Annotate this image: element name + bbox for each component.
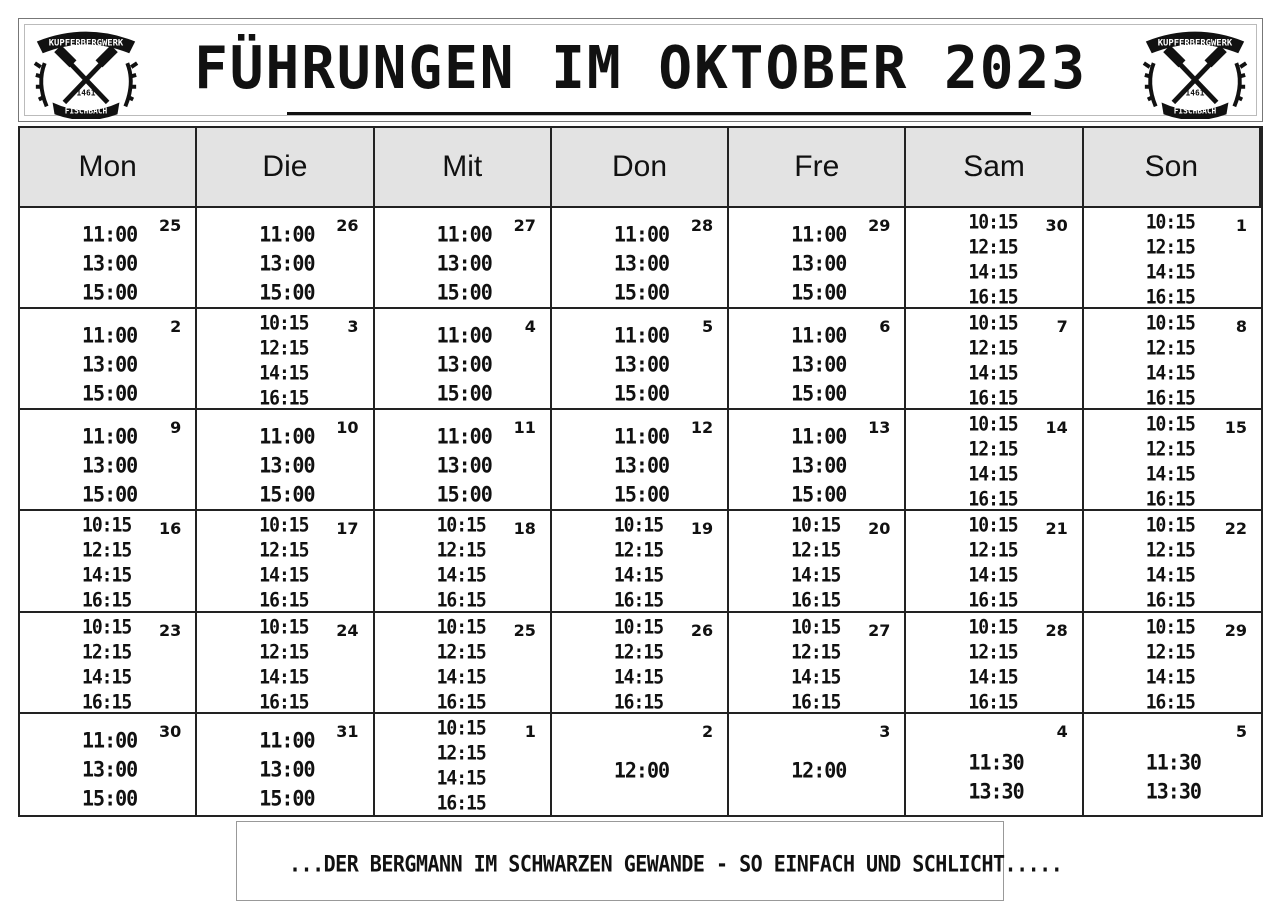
day-number: 5 — [1235, 721, 1247, 741]
tour-time: 10:15 — [968, 615, 1018, 639]
tour-time: 13:00 — [791, 351, 847, 378]
tour-time: 15:00 — [613, 380, 670, 407]
tour-time: 14:15 — [259, 362, 309, 385]
tour-time: 14:15 — [791, 564, 841, 588]
tour-time: 13:00 — [791, 250, 847, 276]
tour-time: 12:15 — [82, 539, 132, 563]
tour-time: 10:15 — [968, 211, 1018, 234]
tour-time: 12:15 — [1145, 337, 1195, 360]
tour-time: 14:15 — [82, 665, 132, 689]
tour-time: 16:15 — [968, 589, 1018, 613]
tour-time: 11:00 — [82, 726, 138, 753]
day-number: 25 — [513, 620, 536, 640]
tour-times — [1146, 311, 1195, 411]
tour-time: 11:00 — [259, 221, 315, 247]
day-number: 26 — [336, 216, 359, 235]
tour-time: 15:00 — [613, 481, 670, 508]
day-number: 15 — [1224, 418, 1247, 438]
tour-time: 15:00 — [436, 481, 492, 508]
tour-time: 10:15 — [436, 615, 486, 639]
day-number: 4 — [524, 317, 536, 337]
tour-times — [791, 220, 846, 307]
calendar-day-cell — [1084, 511, 1261, 612]
tour-time: 15:00 — [259, 481, 315, 508]
tour-time: 10:15 — [436, 716, 486, 740]
day-number: 29 — [868, 216, 891, 235]
calendar-day-cell — [552, 208, 729, 309]
tour-time: 14:15 — [1145, 261, 1195, 284]
tour-time: 13:00 — [82, 351, 138, 378]
tour-time: 13:00 — [436, 250, 492, 276]
tour-times — [1146, 412, 1195, 512]
tour-time: 10:15 — [968, 514, 1018, 538]
tour-times — [437, 716, 486, 816]
tour-time: 11:00 — [791, 221, 847, 247]
day-number: 30 — [159, 721, 182, 741]
tour-times — [791, 422, 846, 509]
calendar-day-cell — [552, 309, 729, 410]
tour-time: 16:15 — [1145, 690, 1195, 714]
tour-times — [614, 220, 669, 307]
day-number: 8 — [1235, 317, 1247, 337]
tour-time: 12:15 — [791, 640, 841, 664]
weekday-header: Fre — [729, 128, 906, 208]
footer-motto: ...DER BERGMANN IM SCHWARZEN GEWANDE - SO EINFACH UND SCHLICHT..... — [289, 850, 1063, 878]
day-number: 19 — [690, 519, 714, 539]
tour-time: 14:15 — [1145, 362, 1195, 385]
tour-times — [791, 615, 840, 715]
tour-time: 15:00 — [82, 481, 138, 508]
day-number: 18 — [513, 519, 536, 539]
tour-time: 10:15 — [259, 514, 309, 538]
tour-time: 11:00 — [436, 423, 492, 450]
tour-time: 12:00 — [613, 756, 670, 783]
tour-time: 15:00 — [613, 279, 670, 305]
title-underline — [287, 112, 1031, 115]
tour-time: 16:15 — [259, 589, 309, 613]
tour-time: 14:15 — [968, 261, 1018, 284]
calendar-day-cell — [20, 410, 197, 511]
calendar-day-cell — [375, 410, 552, 511]
tour-time: 12:15 — [1145, 236, 1195, 259]
tour-time: 15:00 — [791, 279, 847, 305]
tour-time: 12:15 — [1145, 640, 1195, 664]
calendar-day-cell — [906, 714, 1083, 815]
tour-times — [259, 311, 308, 411]
calendar-day-cell — [20, 714, 197, 815]
day-number: 10 — [336, 418, 359, 438]
tour-time: 10:15 — [259, 312, 309, 335]
tour-time: 13:00 — [613, 351, 670, 378]
tour-time: 15:00 — [436, 380, 492, 407]
tour-time: 16:15 — [259, 387, 309, 410]
tour-time: 15:00 — [82, 279, 138, 305]
tour-time: 16:15 — [1145, 387, 1195, 410]
calendar-day-cell — [197, 410, 374, 511]
calendar-day-cell — [729, 714, 906, 815]
tour-time: 16:15 — [613, 690, 664, 714]
tour-time: 13:00 — [791, 452, 847, 479]
day-number: 16 — [159, 519, 182, 539]
tour-times — [614, 513, 663, 613]
tour-times — [82, 422, 137, 509]
tour-time: 13:00 — [259, 755, 315, 782]
calendar-day-cell — [729, 410, 906, 511]
tour-time: 10:15 — [82, 514, 132, 538]
calendar-day-cell — [20, 309, 197, 410]
tour-times — [968, 513, 1017, 613]
logo-text-bottom: FISCHBACH — [64, 106, 108, 116]
tour-times — [437, 513, 486, 613]
tour-time: 16:15 — [82, 690, 132, 714]
day-number: 27 — [513, 216, 536, 235]
day-number: 22 — [1224, 519, 1247, 539]
tour-time: 15:00 — [791, 380, 847, 407]
tour-time: 12:15 — [791, 539, 841, 563]
tour-time: 15:00 — [436, 279, 492, 305]
tour-time: 13:30 — [1145, 777, 1201, 804]
day-number: 11 — [513, 418, 536, 438]
tour-time: 11:00 — [82, 322, 138, 349]
tour-times — [968, 210, 1017, 310]
tour-time: 11:00 — [791, 322, 847, 349]
tour-time: 16:15 — [1145, 488, 1195, 512]
tour-time: 16:15 — [968, 387, 1018, 410]
calendar-day-cell — [906, 309, 1083, 410]
tour-time: 10:15 — [1145, 312, 1195, 335]
tour-times — [791, 513, 840, 613]
calendar-grid — [18, 126, 1263, 817]
tour-time: 12:15 — [968, 539, 1018, 563]
tour-time: 16:15 — [82, 589, 132, 613]
tour-time: 12:15 — [259, 539, 309, 563]
day-number: 7 — [1056, 317, 1068, 337]
tour-time: 12:15 — [1145, 438, 1195, 462]
tour-time: 14:15 — [259, 665, 309, 689]
logo-text-top: KUPFERBERGWERK — [1157, 38, 1233, 49]
weekday-header: Mit — [375, 128, 552, 208]
tour-time: 13:30 — [968, 777, 1024, 804]
tour-time: 10:15 — [968, 413, 1018, 437]
calendar-day-cell — [1084, 410, 1261, 511]
tour-times — [437, 615, 486, 715]
tour-time: 10:15 — [1145, 615, 1195, 639]
day-number: 23 — [159, 620, 182, 640]
calendar-day-cell — [197, 714, 374, 815]
calendar-day-cell — [1084, 714, 1261, 815]
day-number: 28 — [1045, 620, 1068, 640]
weekday-header: Mon — [20, 128, 197, 208]
tour-time: 14:15 — [968, 665, 1018, 689]
tour-time: 14:15 — [436, 766, 486, 790]
tour-time: 10:15 — [791, 615, 841, 639]
tour-time: 13:00 — [613, 452, 670, 479]
day-number: 17 — [336, 519, 359, 539]
tour-times — [614, 321, 669, 408]
tour-time: 15:00 — [791, 481, 847, 508]
tour-time: 15:00 — [259, 279, 315, 305]
page-header — [18, 18, 1263, 122]
calendar-day-cell — [197, 309, 374, 410]
tour-time: 13:00 — [82, 755, 138, 782]
calendar-day-cell — [375, 511, 552, 612]
tour-time: 14:15 — [1145, 665, 1195, 689]
tour-times — [82, 321, 137, 408]
tour-times — [791, 758, 846, 782]
tour-times — [968, 412, 1017, 512]
tour-time: 11:30 — [1145, 748, 1201, 775]
tour-time: 11:00 — [82, 423, 138, 450]
tour-time: 11:00 — [613, 322, 670, 349]
tour-time: 14:15 — [968, 564, 1018, 588]
logo-text-bottom: FISCHBACH — [1173, 106, 1217, 116]
weekday-header: Die — [197, 128, 374, 208]
day-number: 5 — [702, 317, 714, 337]
tour-time: 12:15 — [1145, 539, 1195, 563]
tour-time: 13:00 — [259, 250, 315, 276]
tour-times — [968, 748, 1023, 806]
tour-time: 14:15 — [613, 564, 664, 588]
tour-time: 10:15 — [613, 514, 664, 538]
tour-times — [259, 422, 314, 509]
tour-time: 12:00 — [791, 756, 847, 783]
calendar-day-cell — [906, 511, 1083, 612]
tour-time: 16:15 — [1145, 589, 1195, 613]
tour-times — [437, 220, 492, 307]
tour-time: 12:15 — [259, 640, 309, 664]
weekday-header: Son — [1084, 128, 1261, 208]
day-number: 1 — [524, 721, 536, 741]
calendar-day-cell — [552, 410, 729, 511]
tour-time: 16:15 — [1145, 286, 1195, 309]
tour-time: 11:00 — [436, 322, 492, 349]
day-number: 28 — [690, 216, 714, 235]
logo-year: 1461 — [76, 88, 96, 98]
day-number: 3 — [347, 317, 359, 337]
tour-time: 14:15 — [968, 463, 1018, 487]
calendar-day-cell — [729, 511, 906, 612]
calendar-day-cell — [197, 511, 374, 612]
tour-time: 14:15 — [259, 564, 309, 588]
tour-time: 15:00 — [259, 784, 315, 811]
tour-time: 16:15 — [613, 589, 664, 613]
day-number: 14 — [1045, 418, 1068, 438]
tour-time: 12:15 — [436, 539, 486, 563]
tour-time: 11:00 — [613, 423, 670, 450]
tour-times — [259, 220, 314, 307]
day-number: 3 — [879, 721, 891, 741]
day-number: 13 — [868, 418, 891, 438]
tour-time: 13:00 — [82, 250, 138, 276]
tour-time: 13:00 — [436, 452, 492, 479]
hammer-pick-emblem-icon — [1136, 23, 1254, 119]
day-number: 4 — [1056, 721, 1068, 741]
calendar-day-cell — [729, 208, 906, 309]
tour-time: 14:15 — [436, 564, 486, 588]
logo-text-top: KUPFERBERGWERK — [48, 38, 124, 49]
tour-times — [82, 513, 131, 613]
calendar-day-cell — [729, 309, 906, 410]
tour-time: 16:15 — [968, 488, 1018, 512]
calendar-day-cell — [552, 714, 729, 815]
day-number: 2 — [702, 721, 714, 741]
footer-box — [236, 821, 1063, 901]
tour-time: 16:15 — [968, 286, 1018, 309]
tour-time: 12:15 — [968, 640, 1018, 664]
tour-time: 13:00 — [82, 452, 138, 479]
calendar-day-cell — [729, 613, 906, 714]
day-number: 21 — [1045, 519, 1068, 539]
logo-year: 1461 — [1185, 88, 1205, 98]
calendar-day-cell — [20, 208, 197, 309]
calendar-day-cell — [375, 208, 552, 309]
tour-time: 14:15 — [82, 564, 132, 588]
calendar-day-cell — [20, 613, 197, 714]
calendar-day-cell — [20, 511, 197, 612]
tour-time: 12:15 — [436, 640, 486, 664]
tour-time: 10:15 — [791, 514, 841, 538]
tour-time: 10:15 — [259, 615, 309, 639]
tour-time: 11:00 — [613, 221, 670, 247]
tour-time: 12:15 — [613, 640, 664, 664]
tour-times — [1146, 210, 1195, 310]
calendar-day-cell — [197, 613, 374, 714]
tour-times — [437, 422, 492, 509]
calendar-day-cell — [906, 613, 1083, 714]
day-number: 24 — [336, 620, 359, 640]
weekday-header: Don — [552, 128, 729, 208]
tour-times — [1146, 615, 1195, 715]
day-number: 25 — [159, 216, 182, 235]
tour-time: 11:00 — [436, 221, 492, 247]
calendar-day-cell — [1084, 613, 1261, 714]
tour-time: 14:15 — [968, 362, 1018, 385]
tour-time: 10:15 — [968, 312, 1018, 335]
tour-times — [1146, 748, 1201, 806]
tour-time: 14:15 — [791, 665, 841, 689]
calendar-day-cell — [197, 208, 374, 309]
mine-logo-right — [1136, 23, 1254, 119]
calendar-day-cell — [375, 309, 552, 410]
tour-times — [968, 615, 1017, 715]
calendar-day-cell — [552, 613, 729, 714]
day-number: 12 — [690, 418, 714, 438]
tour-times — [259, 615, 308, 715]
day-number: 26 — [690, 620, 714, 640]
calendar-day-cell — [1084, 208, 1261, 309]
tour-times — [82, 220, 137, 307]
tour-time: 11:30 — [968, 748, 1024, 775]
tour-time: 16:15 — [436, 791, 486, 815]
tour-times — [259, 513, 308, 613]
day-number: 29 — [1224, 620, 1247, 640]
weekday-header: Sam — [906, 128, 1083, 208]
tour-time: 16:15 — [791, 589, 841, 613]
tour-times — [614, 422, 669, 509]
calendar-day-cell — [375, 613, 552, 714]
tour-time: 10:15 — [1145, 211, 1195, 234]
tour-time: 16:15 — [436, 690, 486, 714]
calendar-day-cell — [906, 410, 1083, 511]
day-number: 27 — [868, 620, 891, 640]
tour-time: 16:15 — [436, 589, 486, 613]
day-number: 31 — [336, 721, 359, 741]
tour-time: 13:00 — [259, 452, 315, 479]
tour-times — [82, 615, 131, 715]
tour-time: 15:00 — [82, 380, 138, 407]
tour-times — [968, 311, 1017, 411]
day-number: 20 — [868, 519, 891, 539]
calendar-day-cell — [1084, 309, 1261, 410]
tour-time: 13:00 — [436, 351, 492, 378]
tour-times — [614, 758, 669, 782]
tour-time: 14:15 — [1145, 463, 1195, 487]
tour-time: 11:00 — [259, 423, 315, 450]
tour-time: 10:15 — [1145, 514, 1195, 538]
tour-time: 12:15 — [436, 741, 486, 765]
tour-time: 16:15 — [791, 690, 841, 714]
tour-time: 12:15 — [968, 337, 1018, 360]
tour-time: 11:00 — [791, 423, 847, 450]
tour-time: 11:00 — [259, 726, 315, 753]
page-title: FÜHRUNGEN IM OKTOBER 2023 — [194, 34, 1087, 103]
tour-times — [791, 321, 846, 408]
tour-time: 12:15 — [259, 337, 309, 360]
tour-time: 12:15 — [968, 438, 1018, 462]
tour-time: 14:15 — [1145, 564, 1195, 588]
tour-time: 10:15 — [436, 514, 486, 538]
tour-time: 12:15 — [613, 539, 664, 563]
tour-time: 16:15 — [968, 690, 1018, 714]
tour-times — [259, 726, 314, 813]
tour-times — [1146, 513, 1195, 613]
tour-time: 10:15 — [82, 615, 132, 639]
day-number: 30 — [1045, 216, 1068, 235]
tour-time: 10:15 — [613, 615, 664, 639]
tour-time: 12:15 — [968, 236, 1018, 259]
tour-times — [82, 726, 137, 813]
tour-time: 14:15 — [613, 665, 664, 689]
day-number: 2 — [170, 317, 182, 337]
tour-time: 15:00 — [82, 784, 138, 811]
day-number: 6 — [879, 317, 891, 337]
tour-time: 16:15 — [259, 690, 309, 714]
tour-times — [437, 321, 492, 408]
tour-time: 12:15 — [82, 640, 132, 664]
tour-times — [614, 615, 663, 715]
day-number: 9 — [170, 418, 182, 438]
calendar-day-cell — [375, 714, 552, 815]
tour-time: 11:00 — [82, 221, 138, 247]
tour-time: 14:15 — [436, 665, 486, 689]
calendar-day-cell — [552, 511, 729, 612]
tour-time: 10:15 — [1145, 413, 1195, 437]
day-number: 1 — [1235, 216, 1247, 235]
calendar-day-cell — [906, 208, 1083, 309]
tour-time: 13:00 — [613, 250, 670, 276]
